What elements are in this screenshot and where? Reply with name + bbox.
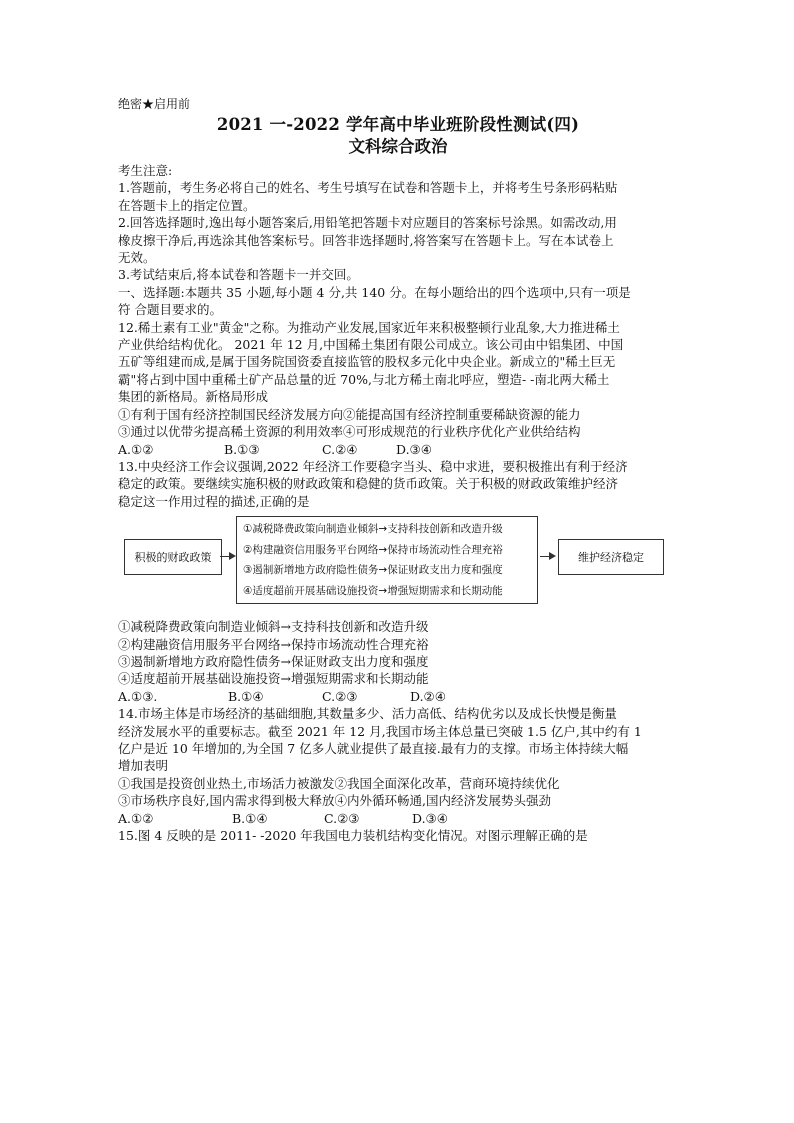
q12-option-b: B.①③	[224, 441, 260, 457]
diagram-item: ④适度超前开展基础设施投资→增强短期需求和长期动能	[243, 584, 503, 597]
q12-statement: ③通过以优带劣提高稀土资源的利用效率④可形成规范的行业秩序优化产业供给结构	[118, 424, 581, 440]
q14-options	[118, 810, 678, 827]
policy-diagram	[118, 516, 678, 612]
q14-option-a: A.①②	[118, 810, 154, 826]
q13-statement: ④适度超前开展基础设施投资→增强短期需求和长期动能	[118, 671, 429, 687]
q13-stem: 稳定这一作用过程的描述,正确的是	[118, 493, 310, 509]
diagram-middle-box	[236, 516, 538, 604]
q13-option-a: A.①③.	[118, 688, 158, 704]
notice-line: 1.答题前，考生务必将自己的姓名、考生号填写在试卷和答题卡上，并将考生号条形码粘贴	[118, 180, 618, 196]
q14-option-b: B.①④	[232, 810, 268, 826]
q13-option-b: B.①④	[228, 688, 264, 704]
q12-option-a: A.①②	[118, 441, 154, 457]
q12-stem: 霸"将占到中国中重稀土矿产品总量的近 70%,与北方稀土南北呼应，塑造- -南北两大稀土	[118, 371, 610, 387]
q12-stem: 产业供给结构优化。 2021 年 12 月,中国稀土集团有限公司成立。该公司由中铝集团、中国	[118, 337, 624, 353]
q14-option-c: C.②③	[324, 810, 360, 826]
q13-statement: ②构建融资信用服务平台网络→保持市场流动性合理充裕	[118, 636, 429, 652]
q12-option-d: D.③④	[396, 441, 432, 457]
notice-line: 在答题卡上的指定位置。	[118, 197, 256, 213]
q13-option-c: C.②③	[322, 688, 358, 704]
q13-stem: 13.中央经济工作会议强调,2022 年经济工作要稳字当头、稳中求进，要积极推出有利于经济	[118, 458, 628, 474]
q15-stem: 15.图 4 反映的是 2011- -2020 年我国电力装机结构变化情况。对图示理解正确的是	[118, 828, 588, 843]
q13-statement: ①减税降费政策向制造业倾斜→支持科技创新和改造升级	[118, 619, 429, 635]
q13-statement: ③遏制新增地方政府隐性债务→保证财政支出力度和强度	[118, 653, 429, 669]
q13-stem: 稳定的政策。要继续实施积极的财政政策和稳健的货币政策。关于积极的财政政策维护经济	[118, 476, 619, 492]
q14-option-d: D.③④	[412, 810, 448, 826]
diagram-arrow-left	[220, 556, 234, 557]
section-instruction: 一、选择题:本题共 35 小题,每小题 4 分,共 140 分。在每小题给出的四个选项中,只有一项是	[118, 284, 631, 300]
q12-statement: ①有利于国有经济控制国民经济发展方向②能提高国有经济控制重要稀缺资源的能力	[118, 406, 581, 422]
secret-label: 绝密★启用前	[118, 97, 191, 111]
notice-line: 3.考试结束后,将本试卷和答题卡一并交回。	[118, 267, 359, 283]
notice-line: 无效。	[118, 250, 156, 266]
q13-option-d: D.②④	[410, 688, 446, 704]
section-instruction: 符 合题目要求的。	[118, 302, 222, 318]
notice-line: 2.回答选择题时,逸出每小题答案后,用铅笔把答题卡对应题目的答案标号涂黑。如需改动,用	[118, 215, 617, 231]
q12-stem: 集团的新格局。新格局形成	[118, 389, 269, 405]
exam-title: 2021 一-2022 学年高中毕业班阶段性测试(四)	[216, 115, 580, 134]
diagram-item: ②构建融资信用服务平台网络→保持市场流动性合理充裕	[243, 543, 503, 556]
exam-subtitle: 文科综合政治	[348, 137, 448, 156]
diagram-left-box: 积极的财政政策	[124, 539, 222, 575]
q12-option-c: C.②④	[322, 441, 358, 457]
notice-line: 橡皮擦干净后,再选涂其他答案标号。回答非选择题时,将答案写在答题卡上。写在本试卷上	[118, 232, 614, 248]
q12-stem: 五矿等组建而成,是属于国务院国资委直接监管的股权多元化中央企业。新成立的"稀土巨无	[118, 354, 616, 370]
q14-stem: 经济发展水平的重要标志。截至 2021 年 12 月,我国市场主体总量已突破 1.5 亿户,其中约有 1	[118, 723, 642, 739]
notice-heading: 考生注意:	[118, 163, 173, 178]
diagram-item: ③遏制新增地方政府隐性债务→保证财政支出力度和强度	[243, 564, 503, 577]
q12-stem: 12.稀土素有工业"黄金"之称。为推动产业发展,国家近年来积极整顿行业乱象,大力推进稀土	[118, 319, 620, 335]
q14-stem: 14.市场主体是市场经济的基础细胞,其数量多少、活力高低、结构优劣以及成长快慢是衡量	[118, 706, 617, 722]
q14-statement: ③市场秩序良好,国内需求得到极大释放④内外循环畅通,国内经济发展势头强劲	[118, 793, 551, 809]
diagram-right-box: 维护经济稳定	[558, 539, 664, 575]
diagram-item: ①减税降费政策向制造业倾斜→支持科技创新和改造升级	[243, 523, 503, 536]
diagram-arrow-right	[540, 556, 554, 557]
q14-statement: ①我国是投资创业热土,市场活力被激发②我国全面深化改革，营商环境持续优化	[118, 775, 560, 791]
q14-stem: 亿户是近 10 年增加的,为全国 7 亿多人就业提供了最直接.最有力的支撑。市场主体持续大幅	[118, 740, 629, 756]
q13-options	[118, 688, 678, 705]
q12-options	[118, 441, 678, 458]
q14-stem: 增加表明	[118, 758, 169, 774]
exam-page	[118, 96, 678, 844]
